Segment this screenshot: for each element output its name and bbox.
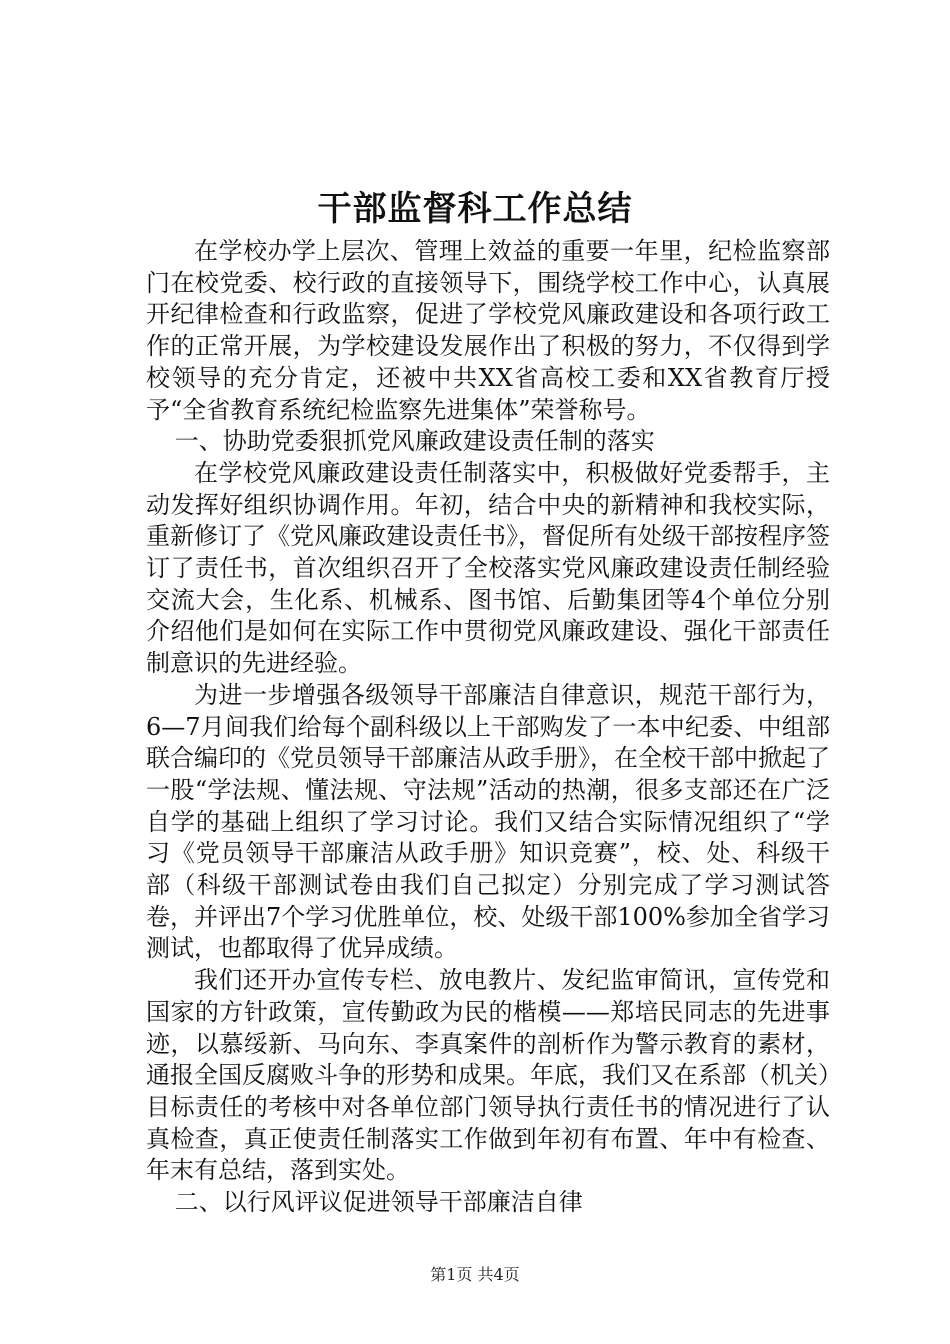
paragraph-responsibility: 在学校党风廉政建设责任制落实中，积极做好党委帮手，主动发挥好组织协调作用。年初，结合中央的新精神和我校实际，重新修订了《党风廉政建设责任书》，督促所有处级干部按程序签订了责任书，首次组织召开了全校落实党风廉政建设责任制经验交流大会，生化系、机械系、图书馆、后勤集团等4个单位分别介绍他们是如何在实际工作中贯彻党风廉政建设、强化干部责任制意识的先进经验。: [146, 458, 830, 678]
document-title: 干部监督科工作总结: [317, 189, 633, 229]
section-heading-2: 二、以行风评议促进领导干部廉洁自律: [174, 1188, 583, 1217]
paragraph-intro: 在学校办学上层次、管理上效益的重要一年里，纪检监察部门在校党委、校行政的直接领导下，围绕学校工作中心，认真展开纪律检查和行政监察，促进了学校党风廉政建设和各项行政工作的正常开展，为学校建设发展作出了积极的努力，不仅得到学校领导的充分肯定，还被中共XX省高校工委和XX省教育厅授予“全省教育系统纪检监察先进集体”荣誉称号。: [146, 237, 830, 424]
section-heading-1: 一、协助党委狠抓党风廉政建设责任制的落实: [174, 427, 655, 456]
document-body: [146, 236, 830, 1219]
paragraph-self-discipline: 为进一步增强各级领导干部廉洁自律意识，规范干部行为，6—7月间我们给每个副科级以上干部购发了一本中纪委、中组部联合编印的《党员领导干部廉洁从政手册》，在全校干部中掀起了一股“学法规、懂法规、守法规”活动的热潮，很多支部还在广泛自学的基础上组织了学习讨论。我们又结合实际情况组织了“学习《党员领导干部廉洁从政手册》知识竞赛”，校、处、科级干部（科级干部测试卷由我们自己拟定）分别完成了学习测试答卷，并评出7个学习优胜单位，校、处级干部100%参加全省学习测试，也都取得了优异成绩。: [146, 680, 830, 963]
page-footer: 第1页 共4页: [430, 1265, 520, 1284]
paragraph-publicity: 我们还开办宣传专栏、放电教片、发纪监审简讯，宣传党和国家的方针政策，宣传勤政为民的楷模——郑培民同志的先进事迹，以慕绥新、马向东、李真案件的剖析作为警示教育的素材，通报全国反腐败斗争的形势和成果。年底，我们又在系部（机关）目标责任的考核中对各单位部门领导执行责任书的情况进行了认真检查，真正使责任制落实工作做到年初有布置、年中有检查、年末有总结，落到实处。: [146, 966, 830, 1185]
